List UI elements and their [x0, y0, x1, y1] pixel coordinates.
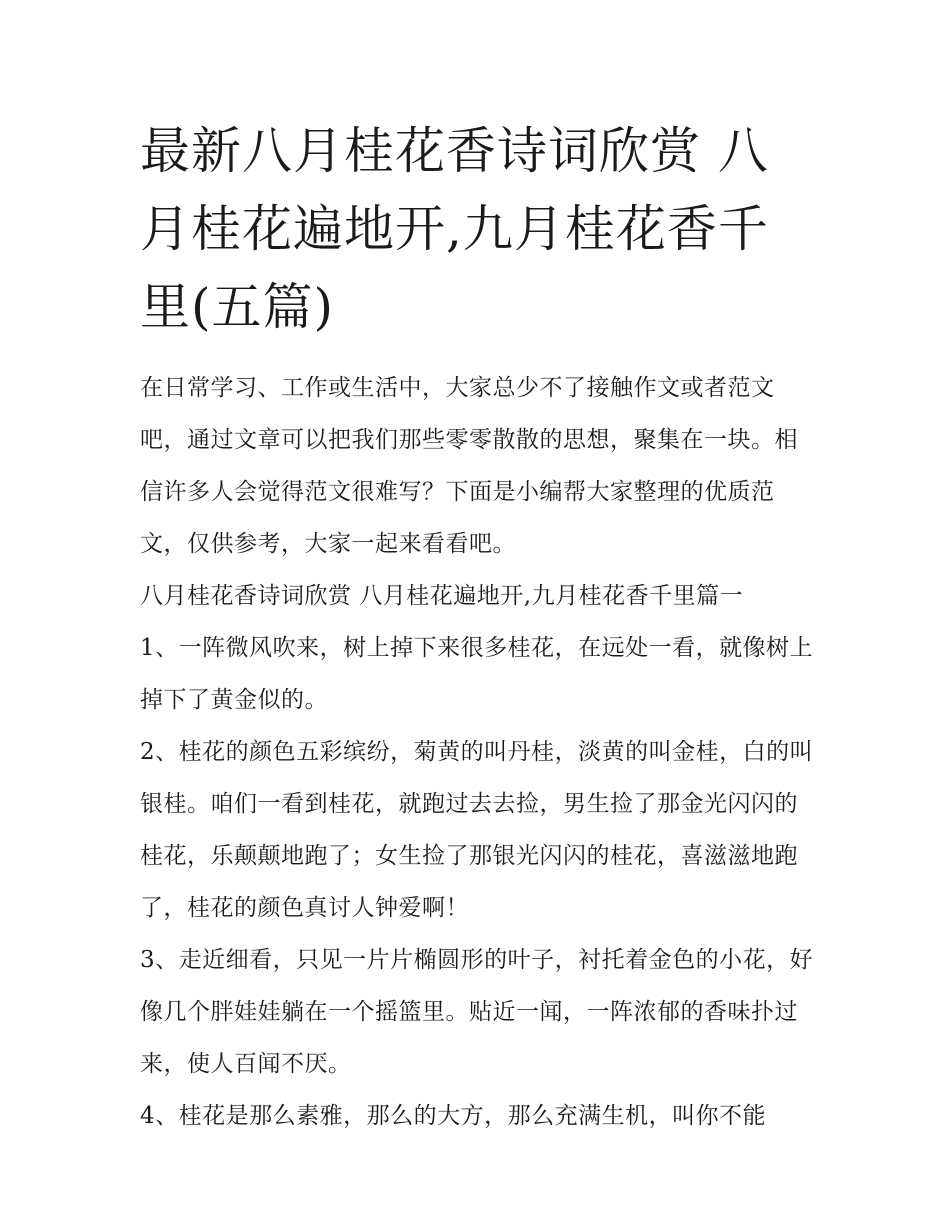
section-heading: 八月桂花香诗词欣赏 八月桂花遍地开,九月桂花香千里篇一 [140, 583, 744, 609]
list-item-1: 1、一阵微风吹来，树上掉下来很多桂花，在远处一看，就像树上掉下了黄金似的。 [140, 635, 814, 713]
document-title: 最新八月桂花香诗词欣赏 八月桂花遍地开,九月桂花香千里(五篇) [140, 122, 769, 336]
list-item-4: 4、桂花是那么素雅，那么的大方，那么充满生机，叫你不能 [140, 1103, 767, 1129]
list-item-2: 2、桂花的颜色五彩缤纷，菊黄的叫丹桂，淡黄的叫金桂，白的叫银桂。咱们一看到桂花，就跑过去去捡，男生捡了那金光闪闪的桂花，乐颠颠地跑了；女生捡了那银光闪闪的桂花，喜滋滋地跑了，桂花的颜色真讨人钟爱啊！ [140, 739, 814, 921]
list-item-3: 3、走近细看，只见一片片椭圆形的叶子，衬托着金色的小花，好像几个胖娃娃躺在一个摇篮里。贴近一闻，一阵浓郁的香味扑过来，使人百闻不厌。 [140, 947, 814, 1077]
document-page [140, 112, 815, 1142]
intro-paragraph: 在日常学习、工作或生活中，大家总少不了接触作文或者范文吧，通过文章可以把我们那些零零散散的思想，聚集在一块。相信许多人会觉得范文很难写？下面是小编帮大家整理的优质范文，仅供参考，大家一起来看看吧。 [140, 375, 798, 557]
